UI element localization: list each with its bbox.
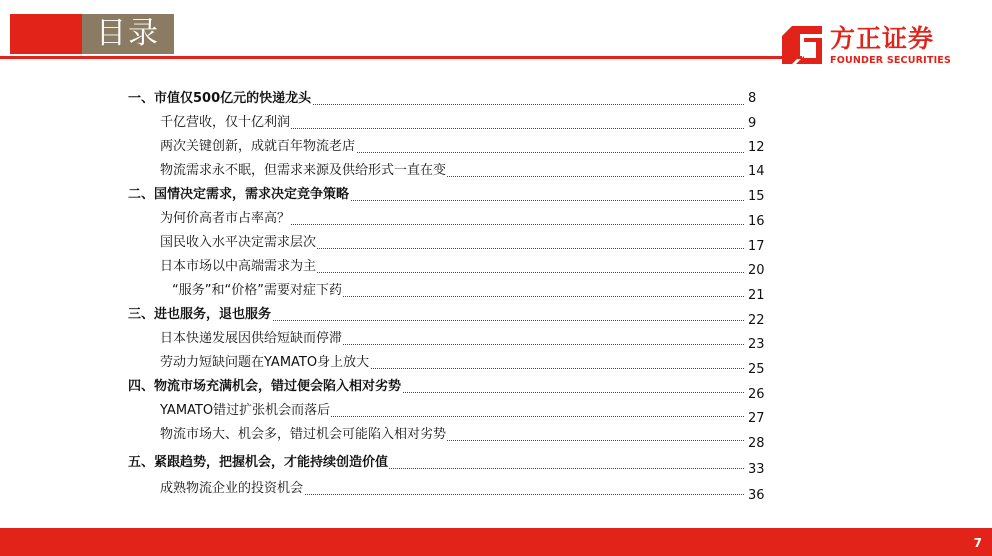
toc-page-number: 28 xyxy=(748,436,765,451)
toc-entry[interactable] xyxy=(160,354,744,374)
toc-page-number: 23 xyxy=(748,337,765,352)
toc-page-number: 22 xyxy=(748,313,765,328)
toc-entry-text: “服务”和“价格”需要对症下药 xyxy=(172,283,342,298)
toc-entry-text: 四、物流市场充满机会，错过便会陷入相对劣势 xyxy=(128,379,402,394)
toc-entry[interactable] xyxy=(128,306,744,326)
toc-entry-text: 劳动力短缺问题在YAMATO身上放大 xyxy=(160,355,370,370)
toc-page-number: 12 xyxy=(748,140,765,155)
toc-page-number: 21 xyxy=(748,288,765,303)
toc-entry[interactable] xyxy=(160,114,744,134)
footer-bar xyxy=(0,528,992,556)
toc-entry-text: 三、进也服务，退也服务 xyxy=(128,307,272,322)
toc-page-number: 9 xyxy=(748,116,757,131)
toc-entry-text: 二、国情决定需求，需求决定竞争策略 xyxy=(128,187,350,202)
toc-entry[interactable] xyxy=(128,90,744,110)
toc-entry-text: 物流市场大、机会多，错过机会可能陷入相对劣势 xyxy=(160,427,447,442)
toc-entry-text: 五、紧跟趋势，把握机会，才能持续创造价值 xyxy=(128,455,389,470)
page-number: 7 xyxy=(973,536,982,550)
toc-page-number: 14 xyxy=(748,164,765,179)
toc-entry[interactable] xyxy=(160,426,744,446)
toc-entry-text: 日本快递发展因供给短缺而停滞 xyxy=(160,331,343,346)
toc-page-number: 15 xyxy=(748,189,765,204)
toc-entry-text: 日本市场以中高端需求为主 xyxy=(160,259,317,274)
toc-entry[interactable] xyxy=(172,282,744,302)
toc-page-number: 16 xyxy=(748,214,765,229)
toc-entry[interactable] xyxy=(160,330,744,350)
toc-entry-text: 两次关键创新，成就百年物流老店 xyxy=(160,139,356,154)
logo-name-cn: 方正证券 xyxy=(830,24,935,53)
toc-page-number: 20 xyxy=(748,263,765,278)
toc-page-number: 33 xyxy=(748,462,765,477)
toc-entry-text: 国民收入水平决定需求层次 xyxy=(160,235,317,250)
toc-entry-text: 为何价高者市占率高？ xyxy=(160,211,291,226)
toc-entry-text: 一、市值仅500亿元的快递龙头 xyxy=(128,91,312,106)
toc-entry[interactable] xyxy=(160,402,744,422)
toc-entry[interactable] xyxy=(160,480,744,500)
toc-entry[interactable] xyxy=(128,378,744,398)
toc-entry[interactable] xyxy=(128,186,744,206)
toc-entry[interactable] xyxy=(160,162,744,182)
toc-page-number: 36 xyxy=(748,488,765,503)
toc-entry-text: 成熟物流企业的投资机会 xyxy=(160,481,304,496)
toc-entry-text: 物流需求永不眠，但需求来源及供给形式一直在变 xyxy=(160,163,447,178)
toc-entry[interactable] xyxy=(160,210,744,230)
toc-page-number: 8 xyxy=(748,91,757,106)
toc-page-number: 26 xyxy=(748,387,765,402)
logo-name-en: FOUNDER SECURITIES xyxy=(830,55,952,66)
toc-entry-text: YAMATO错过扩张机会而落后 xyxy=(160,403,331,418)
toc-entry[interactable] xyxy=(160,234,744,254)
toc-entry[interactable] xyxy=(128,454,744,474)
toc-entry[interactable] xyxy=(160,138,744,158)
toc-entry[interactable] xyxy=(160,258,744,278)
toc-page-number: 17 xyxy=(748,239,765,254)
toc-entry-text: 千亿营收，仅十亿利润 xyxy=(160,115,291,130)
toc-page-number: 27 xyxy=(748,411,765,426)
page-title: 目录 xyxy=(82,14,174,54)
toc-page-number: 25 xyxy=(748,362,765,377)
